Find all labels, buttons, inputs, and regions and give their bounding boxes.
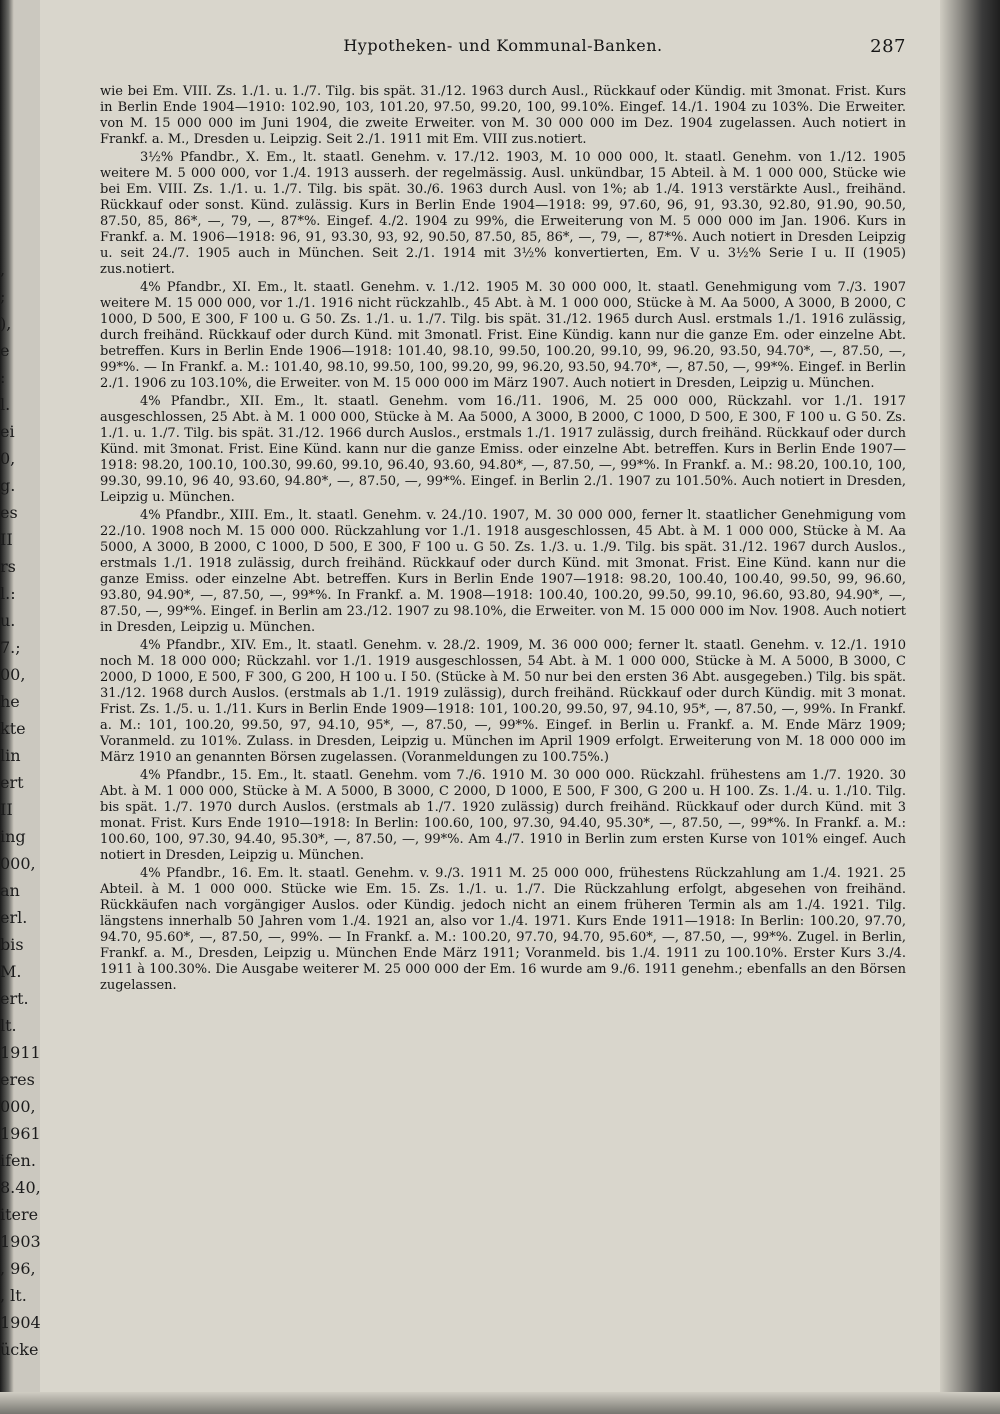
margin-fragment: M. xyxy=(0,962,22,981)
margin-fragment: es xyxy=(0,503,18,522)
margin-fragment: 000, xyxy=(0,1097,36,1116)
margin-fragment: l. xyxy=(0,395,11,414)
margin-fragment: 8.40, xyxy=(0,1178,41,1197)
margin-fragment: erl. xyxy=(0,908,28,927)
margin-fragment: ert xyxy=(0,773,24,792)
margin-fragment: an xyxy=(0,881,20,900)
margin-fragment: 1911 xyxy=(0,1043,41,1062)
margin-fragment: bis xyxy=(0,935,24,954)
margin-fragment: ; xyxy=(0,287,6,306)
margin-fragment: e xyxy=(0,341,10,360)
margin-fragment: , 96, xyxy=(0,1259,36,1278)
margin-fragment: kte xyxy=(0,719,26,738)
margin-fragment: 1903 xyxy=(0,1232,41,1251)
book-page xyxy=(100,36,906,996)
paragraph-em-x: 3½% Pfandbr., X. Em., lt. staatl. Genehm. v. 17./12. 1903, M. 10 000 000, lt. staatl. Genehm. von 1./12. 1905 weitere M. 5 000 000, vor 1./4. 1913 ausserh. der regelmässig. Ausl. unkündbar, 15 Abteil. à M. 1 000 000, Stücke wie bei Em. VIII. Zs. 1./1. u. 1./7. Tilg. bis spät. 30./6. 1963 durch Ausl. von 1%; ab 1./4. 1913 verstärkte Ausl., freihänd. Rückkauf oder sonst. Künd. zulässig. Kurs in Berlin Ende 1904—1918: 99, 97.60, 96, 91, 93.30, 92.80, 91.90, 90.50, 87.50, 85, 86*, —, 79, —, 87*%. Eingef. 4./2. 1904 zu 99%, die Erweiterung von M. 5 000 000 im Jan. 1906. Kurs in Frankf. a. M. 1906—1918: 96, 91, 93.30, 93, 92, 90.50, 87.50, 85, 86*, —, 79, —, 87*%. Auch notiert in Dresden Leipzig u. seit 24./7. 1905 auch in München. Seit 2./1. 1914 mit 3½% konvertierten, Em. V u. 3½% Serie I u. II (1905) zus.notiert. xyxy=(100,150,906,277)
margin-fragment: ücke xyxy=(0,1340,39,1359)
margin-fragment: 000, xyxy=(0,854,36,873)
margin-fragment: II xyxy=(0,800,13,819)
margin-fragment: he xyxy=(0,692,20,711)
paragraph-continuation: wie bei Em. VIII. Zs. 1./1. u. 1./7. Tilg. bis spät. 31./12. 1963 durch Ausl., Rückkauf oder Kündig. mit 3monat. Frist. Kurs in Berlin Ende 1904—1910: 102.90, 103, 101.20, 97.50, 99.20, 100, 99.10%. Eingef. 14./1. 1904 zu 103%. Die Erweiter. von M. 15 000 000 im Juni 1904, die zweite Erweiter. von M. 30 000 000 im Dez. 1904 zugelassen. Auch notiert in Frankf. a. M., Dresden u. Leipzig. Seit 2./1. 1911 mit Em. VIII zus.notiert. xyxy=(100,84,906,147)
margin-fragment: lin xyxy=(0,746,21,765)
margin-fragment: ), xyxy=(0,314,12,333)
margin-fragment: ifen. xyxy=(0,1151,36,1170)
paragraph-em-xii: 4% Pfandbr., XII. Em., lt. staatl. Genehm. vom 16./11. 1906, M. 25 000 000, Rückzahl. vor 1./1. 1917 ausgeschlossen, 25 Abt. à M. 1 000 000, Stücke à M. Aa 5000, A 3000, B 2000, C 1000, D 500, E 300, F 100 u. G 50. Zs. 1./1. u. 1./7. Tilg. bis spät. 31./12. 1966 durch Auslos., erstmals 1./1. 1917 zulässig, durch freihänd. Rückkauf oder durch Künd. mit 3monat. Frist. Eine Künd. kann nur die ganze Emiss. oder einzelne Abt. betreffen. Kurs in Berlin Ende 1907—1918: 98.20, 100.10, 100.30, 99.60, 99.10, 96.40, 93.60, 94.80*, —, 87.50, —, 99*%. In Frankf. a. M.: 98.20, 100.10, 100, 99.30, 99.10, 96 40, 93.60, 94.80*, —, 87.50, —, 99*%. Eingef. in Berlin 2./1. 1907 zu 101.50%. Auch notiert in Dresden, Leipzig u. München. xyxy=(100,394,906,505)
margin-fragment: : xyxy=(0,368,6,387)
paragraph-em-xiii: 4% Pfandbr., XIII. Em., lt. staatl. Genehm. v. 24./10. 1907, M. 30 000 000, ferner lt. staatlicher Genehmigung vom 22./10. 1908 noch M. 15 000 000. Rückzahlung vor 1./1. 1918 ausgeschlossen, 45 Abt. à M. 1 000 000, Stücke à M. Aa 5000, A 3000, B 2000, C 1000, D 500, E 300, F 100 u. G 50. Zs. 1./3. u. 1./9. Tilg. bis spät. 31./12. 1967 durch Auslos., erstmals 1./1. 1918 zulässig, durch freihänd. Rückkauf oder durch Künd. mit 3monat. Frist. Eine Künd. kann nur die ganze Emiss. oder einzelne Abt. betreffen. Kurs in Berlin Ende 1907—1918: 98.20, 100.40, 100.40, 99.50, 99, 96.60, 93.80, 94.90*, —, 87.50, —, 99*%. In Frankf. a. M. 1908—1918: 100.40, 100.20, 99.50, 99.10, 96.60, 93.80, 94.90*, —, 87.50, —, 99*%. Eingef. in Berlin am 23./12. 1907 zu 98.10%, die Erweiter. von M. 15 000 000 im Nov. 1908. Auch notiert in Dresden, Leipzig u. München. xyxy=(100,508,906,635)
margin-fragment: 7.; xyxy=(0,638,21,657)
margin-fragment: u. xyxy=(0,611,16,630)
margin-fragment: itere xyxy=(0,1205,39,1224)
margin-fragment: eres xyxy=(0,1070,35,1089)
margin-fragment: lt. xyxy=(0,1016,17,1035)
paragraph-em-15: 4% Pfandbr., 15. Em., lt. staatl. Genehm. vom 7./6. 1910 M. 30 000 000. Rückzahl. frühestens am 1./7. 1920. 30 Abt. à M. 1 000 000, Stücke à M. A 5000, B 3000, C 2000, D 1000, E 500, F 300, G 200 u. H 100. Zs. 1./4. u. 1./10. Tilg. bis spät. 1./7. 1970 durch Auslos. (erstmals ab 1./7. 1920 zulässig) durch freihänd. Rückkauf oder durch Künd. mit 3 monat. Frist. Kurs Ende 1910—1918: In Berlin: 100.60, 100, 97.30, 94.40, 95.30*, —, 87.50, —, 99*%. In Frankf. a. M.: 100.60, 100, 97.30, 94.40, 95.30*, —, 87.50, —, 99*%. Am 4./7. 1910 in Berlin zum ersten Kurse von 101% eingef. Auch notiert in Dresden, Leipzig u. München. xyxy=(100,768,906,863)
page-title: Hypotheken- und Kommunal-Banken. xyxy=(343,36,663,55)
page-number: 287 xyxy=(870,36,906,57)
margin-fragment: rs xyxy=(0,557,16,576)
margin-fragment: 0, xyxy=(0,449,16,468)
margin-fragment: , lt. xyxy=(0,1286,27,1305)
running-header xyxy=(100,36,906,66)
margin-fragment: , xyxy=(0,260,6,279)
scan-edge-bottom xyxy=(0,1392,1000,1414)
body-text xyxy=(100,84,906,994)
margin-fragment: 1961 xyxy=(0,1124,41,1143)
margin-fragment: II xyxy=(0,530,13,549)
margin-fragment: g. xyxy=(0,476,16,495)
paragraph-em-xiv: 4% Pfandbr., XIV. Em., lt. staatl. Genehm. v. 28./2. 1909, M. 36 000 000; ferner lt. staatl. Genehm. v. 12./1. 1910 noch M. 18 000 000; Rückzahl. vor 1./1. 1919 ausgeschlossen, 54 Abt. à M. 1 000 000, Stücke à M. A 5000, B 3000, C 2000, D 1000, E 500, F 300, G 200, H 100 u. I 50. (Stücke à M. 50 nur bei den ersten 36 Abt. ausgegeben.) Tilg. bis spät. 31./12. 1968 durch Auslos. (erstmals ab 1./1. 1919 zulässig), durch freihänd. Rückkauf oder durch Kündig. mit 3 monat. Frist. Zs. 1./5. u. 1./11. Kurs in Berlin Ende 1909—1918: 101, 100.20, 99.50, 97, 94.10, 95*, —, 87.50, —, 99%. In Frankf. a. M.: 101, 100.20, 99.50, 97, 94.10, 95*, —, 87.50, —, 99*%. Eingef. in Berlin u. Frankf. a. M. Ende März 1909; Voranmeld. zu 101%. Zulass. in Dresden, Leipzig u. München im April 1909 erfolgt. Erweiterung von M. 18 000 000 im März 1910 an genannten Börsen zugelassen. (Voranmeldungen zu 100.75%.) xyxy=(100,638,906,765)
margin-fragment: 1904 xyxy=(0,1313,41,1332)
margin-fragment: 00, xyxy=(0,665,26,684)
margin-fragment: ing xyxy=(0,827,26,846)
margin-fragment: l.: xyxy=(0,584,16,603)
margin-fragment: ei xyxy=(0,422,15,441)
paragraph-em-xi: 4% Pfandbr., XI. Em., lt. staatl. Genehm. v. 1./12. 1905 M. 30 000 000, lt. staatl. Genehmigung vom 7./3. 1907 weitere M. 15 000 000, vor 1./1. 1916 nicht rückzahlb., 45 Abt. à M. 1 000 000, Stücke à M. Aa 5000, A 3000, B 2000, C 1000, D 500, E 300, F 100 u. G 50. Zs. 1./1. u. 1./7. Tilg. bis spät. 31./12. 1965 durch Ausl. erstmals 1./1. 1916 zulässig, durch freihänd. Rückkauf oder durch Künd. mit 3monatl. Frist. Eine Kündig. kann nur die ganze Em. oder einzelne Abt. betreffen. Kurs in Berlin Ende 1906—1918: 101.40, 98.10, 99.50, 100.20, 99.10, 99, 96.20, 93.50, 94.70*, —, 87.50, —, 99*%. — In Frankf. a. M.: 101.40, 98.10, 99.50, 100, 99.20, 99, 96.20, 93.50, 94.70*, —, 87.50, —, 99*%. Eingef. in Berlin 2./1. 1906 zu 103.10%, die Erweiter. von M. 15 000 000 im März 1907. Auch notiert in Dresden, Leipzig u. München. xyxy=(100,280,906,391)
scan-edge-right xyxy=(940,0,1000,1414)
margin-fragment: ert. xyxy=(0,989,29,1008)
paragraph-em-16: 4% Pfandbr., 16. Em. lt. staatl. Genehm. v. 9./3. 1911 M. 25 000 000, frühestens Rückzahlung am 1./4. 1921. 25 Abteil. à M. 1 000 000. Stücke wie Em. 15. Zs. 1./1. u. 1./7. Die Rückzahlung erfolgt, abgesehen von freihänd. Rückkäufen nach vorgängiger Auslos. oder Kündig. jedoch nicht an einem früheren Termin als am 1./4. 1921. Tilg. längstens innerhalb 50 Jahren vom 1./4. 1921 an, also vor 1./4. 1971. Kurs Ende 1911—1918: In Berlin: 100.20, 97.70, 94.70, 95.60*, —, 87.50, —, 99%. — In Frankf. a. M.: 100.20, 97.70, 94.70, 95.60*, —, 87.50, —, 99*%. Zugel. in Berlin, Frankf. a. M., Dresden, Leipzig u. München Ende März 1911; Voranmeld. bis 1./4. 1911 zu 100.10%. Erster Kurs 3./4. 1911 à 100.30%. Die Ausgabe weiterer M. 25 000 000 der Em. 16 wurde am 9./6. 1911 genehm.; ebenfalls an den Börsen zugelassen. xyxy=(100,866,906,993)
